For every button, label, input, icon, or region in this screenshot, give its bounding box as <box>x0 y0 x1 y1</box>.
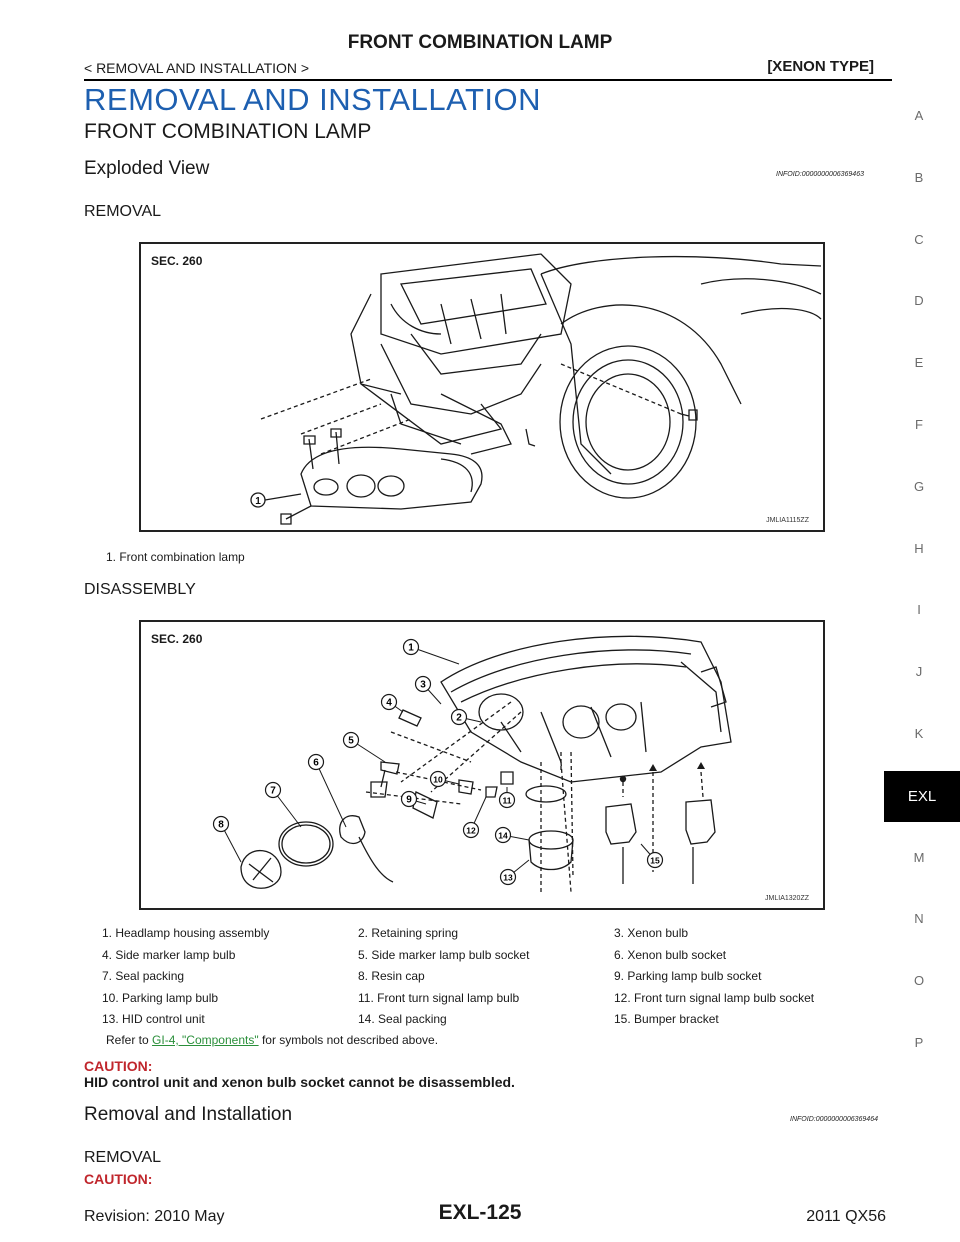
callout-5: 5 <box>348 735 354 747</box>
legend-item: 2. Retaining spring <box>358 926 459 940</box>
callout-leader <box>316 762 346 827</box>
legend-item: 12. Front turn signal lamp bulb socket <box>614 990 815 1005</box>
side-tab-g[interactable]: G <box>913 478 925 494</box>
callout-1: 1 <box>255 496 261 507</box>
legend-item: 13. HID control unit <box>102 1012 205 1026</box>
vehicle-front-illustration <box>141 244 823 530</box>
side-tab-a[interactable]: A <box>914 108 924 123</box>
side-tab-exl[interactable]: EXL <box>884 771 960 822</box>
callout-4: 4 <box>386 697 392 709</box>
side-tab-j[interactable]: J <box>915 664 923 680</box>
figure-section-label: SEC. 260 <box>151 632 203 646</box>
side-tab-h[interactable]: H <box>914 540 924 556</box>
header-divider <box>84 79 892 81</box>
removal-label: REMOVAL <box>84 203 162 220</box>
side-tab-f[interactable]: F <box>915 417 923 432</box>
components-reference <box>106 1033 438 1047</box>
disassembly-figure <box>139 620 825 910</box>
side-tab-d[interactable]: D <box>914 293 924 309</box>
figure-section-label: SEC. 260 <box>151 254 203 268</box>
callout-8: 8 <box>218 819 224 831</box>
side-tab-b[interactable]: B <box>914 169 924 185</box>
section-title: REMOVAL AND INSTALLATION <box>84 82 542 117</box>
callout-14: 14 <box>498 830 508 841</box>
legend-item: 15. Bumper bracket <box>614 1012 719 1026</box>
legend-item: 9. Parking lamp bulb socket <box>614 969 762 983</box>
legend-item: 3. Xenon bulb <box>614 926 689 940</box>
callout-6: 6 <box>313 757 319 769</box>
callout-15: 15 <box>650 855 660 866</box>
callout-11: 11 <box>502 795 512 806</box>
callout-2: 2 <box>456 712 462 724</box>
figure-code: JMLIA1115ZZ <box>766 517 809 524</box>
caution-heading: CAUTION: <box>84 1058 153 1074</box>
legend-item: 1. Headlamp housing assembly <box>102 926 270 940</box>
page-number: EXL-125 <box>438 1201 522 1224</box>
callout-12: 12 <box>466 825 476 836</box>
legend-item: 10. Parking lamp bulb <box>102 990 219 1005</box>
legend-item: 6. Xenon bulb socket <box>614 947 727 962</box>
model-label: 2011 QX56 <box>806 1208 886 1225</box>
caution-heading-2: CAUTION: <box>84 1171 153 1187</box>
callout-13: 13 <box>503 872 513 883</box>
legend-item: 8. Resin cap <box>358 969 425 983</box>
callout-10: 10 <box>433 774 443 785</box>
callout-1: 1 <box>408 642 414 654</box>
section-subtitle: FRONT COMBINATION LAMP <box>84 120 372 143</box>
side-tab-n[interactable]: N <box>914 911 924 927</box>
legend-item: 5. Side marker lamp bulb socket <box>358 947 530 962</box>
revision-label: Revision: 2010 May <box>84 1208 225 1225</box>
legend-item: 14. Seal packing <box>358 1012 447 1026</box>
removal-installation-heading: Removal and Installation <box>84 1104 293 1125</box>
disassembly-label: DISASSEMBLY <box>84 581 196 598</box>
side-tab-o[interactable]: O <box>913 973 925 989</box>
side-tab-i[interactable]: I <box>917 602 921 618</box>
caution-text: HID control unit and xenon bulb socket cannot be disassembled. <box>84 1074 515 1090</box>
removal-installation-infoid: INFOID:0000000006369464 <box>790 1116 878 1123</box>
side-tab-e[interactable]: E <box>914 355 924 371</box>
callout-9: 9 <box>406 794 412 806</box>
side-tab-c[interactable]: C <box>914 231 924 247</box>
removal-label-2: REMOVAL <box>84 1149 162 1166</box>
figure1-legend: 1. Front combination lamp <box>106 550 245 564</box>
legend-item: 11. Front turn signal lamp bulb <box>358 990 520 1005</box>
figure-code: JMLIA1320ZZ <box>765 895 809 902</box>
side-tab-p[interactable]: P <box>914 1035 924 1050</box>
callout-7: 7 <box>270 785 276 797</box>
side-tab-m[interactable]: M <box>913 849 925 865</box>
exploded-view-heading: Exploded View <box>84 158 210 179</box>
removal-figure <box>139 242 825 532</box>
exploded-view-infoid: INFOID:0000000006369463 <box>776 171 864 178</box>
legend-item: 7. Seal packing <box>102 969 185 983</box>
headlamp-exploded-illustration <box>141 622 823 908</box>
reference-prefix: Refer to <box>106 1033 153 1047</box>
reference-suffix: for symbols not described above. <box>258 1033 439 1047</box>
lamp-type-label: [XENON TYPE] <box>767 58 874 75</box>
callout-group <box>214 640 663 885</box>
side-tab-k[interactable]: K <box>914 726 924 741</box>
callout-3: 3 <box>420 679 426 691</box>
breadcrumb: < REMOVAL AND INSTALLATION > <box>84 60 310 76</box>
legend-item: 4. Side marker lamp bulb <box>102 947 236 962</box>
components-link[interactable]: GI-4, "Components" <box>152 1033 259 1047</box>
document-title: FRONT COMBINATION LAMP <box>347 32 613 53</box>
